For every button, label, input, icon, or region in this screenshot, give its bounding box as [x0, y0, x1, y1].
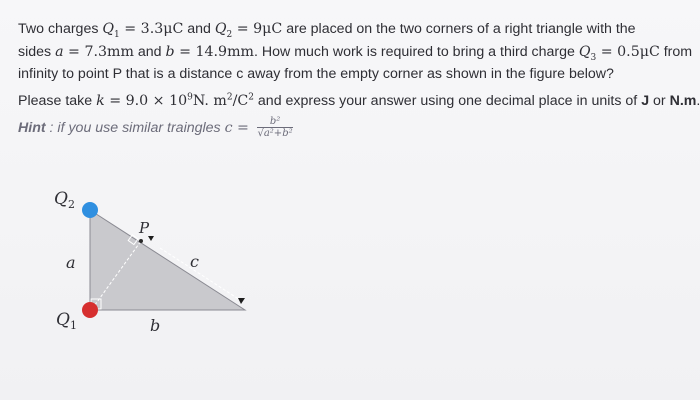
hint-denominator: √a²+b² [257, 128, 293, 139]
hint-numerator: b² [257, 116, 292, 128]
triangle-diagram [40, 180, 300, 350]
text-seg: or [649, 92, 670, 109]
side-a-symbol: a [55, 43, 64, 60]
k-exponent: 9 [187, 91, 193, 102]
text-seg: and [183, 21, 215, 37]
text-seg: and express your answer using one decimal place in units of [253, 92, 642, 109]
q2-symbol: Q [214, 21, 227, 37]
q3-subscript: 3 [590, 52, 597, 63]
unit-newton-meter: N.m [669, 92, 697, 109]
q1-symbol: Q [102, 21, 115, 37]
hint-c-symbol: c [224, 119, 233, 136]
text-seg: and [133, 43, 166, 60]
problem-line-1 [18, 18, 688, 41]
hint-label: Hint [18, 119, 46, 136]
q1-label: $Q_1$ [56, 310, 77, 332]
c-arrow-icon [238, 298, 245, 304]
text-seg: sides [18, 43, 56, 60]
q3-value: = 0.5μC [596, 43, 660, 60]
side-c-label: c [190, 252, 199, 271]
problem-text [18, 18, 700, 140]
triangle-figure [40, 180, 300, 350]
side-b-value: = 14.9mm [174, 43, 254, 60]
text-seg: . [696, 92, 700, 109]
hint-equals: = [232, 119, 254, 136]
k-symbol: k [96, 92, 105, 109]
side-a-label: a [66, 253, 76, 272]
text-seg: infinity to point P that is a distance c away from the empty corner as shown in the figure below? [18, 66, 614, 82]
q3-symbol: Q [578, 43, 591, 60]
k-units-2: /C [232, 92, 249, 109]
k-value: = 9.0 × 10 [104, 92, 188, 109]
q2-charge [82, 202, 98, 218]
right-triangle [90, 210, 245, 310]
k-units-square-2: 2 [248, 91, 254, 102]
k-units: N. m [192, 92, 227, 109]
unit-joule: J [641, 92, 650, 109]
side-b-symbol: b [165, 43, 175, 60]
point-p [139, 239, 143, 243]
q2-subscript: 2 [226, 29, 233, 40]
text-seg: Two charges [18, 21, 103, 37]
k-units-square: 2 [226, 91, 233, 102]
text-seg: Please take [18, 92, 97, 109]
side-b-label: b [150, 316, 161, 335]
hint-line [18, 116, 688, 140]
problem-line-3 [18, 63, 688, 86]
q2-value: = 9μC [232, 21, 283, 37]
problem-line-4 [18, 90, 700, 113]
text-seg: from [659, 43, 693, 60]
hint-fraction [257, 116, 292, 140]
side-a-value: = 7.3mm [63, 43, 134, 60]
q1-value: = 3.3μC [119, 21, 184, 37]
q1-subscript: 1 [114, 29, 120, 40]
q2-label: $Q_2$ [54, 189, 75, 211]
text-seg: are placed on the two corners of a right triangle with the [282, 21, 636, 37]
point-p-label: P [139, 219, 150, 237]
hint-text: : if you use similar traingles [45, 119, 225, 136]
text-seg: . How much work is required to bring a third charge [253, 43, 579, 60]
problem-line-2 [18, 41, 693, 64]
q1-charge [82, 302, 98, 318]
